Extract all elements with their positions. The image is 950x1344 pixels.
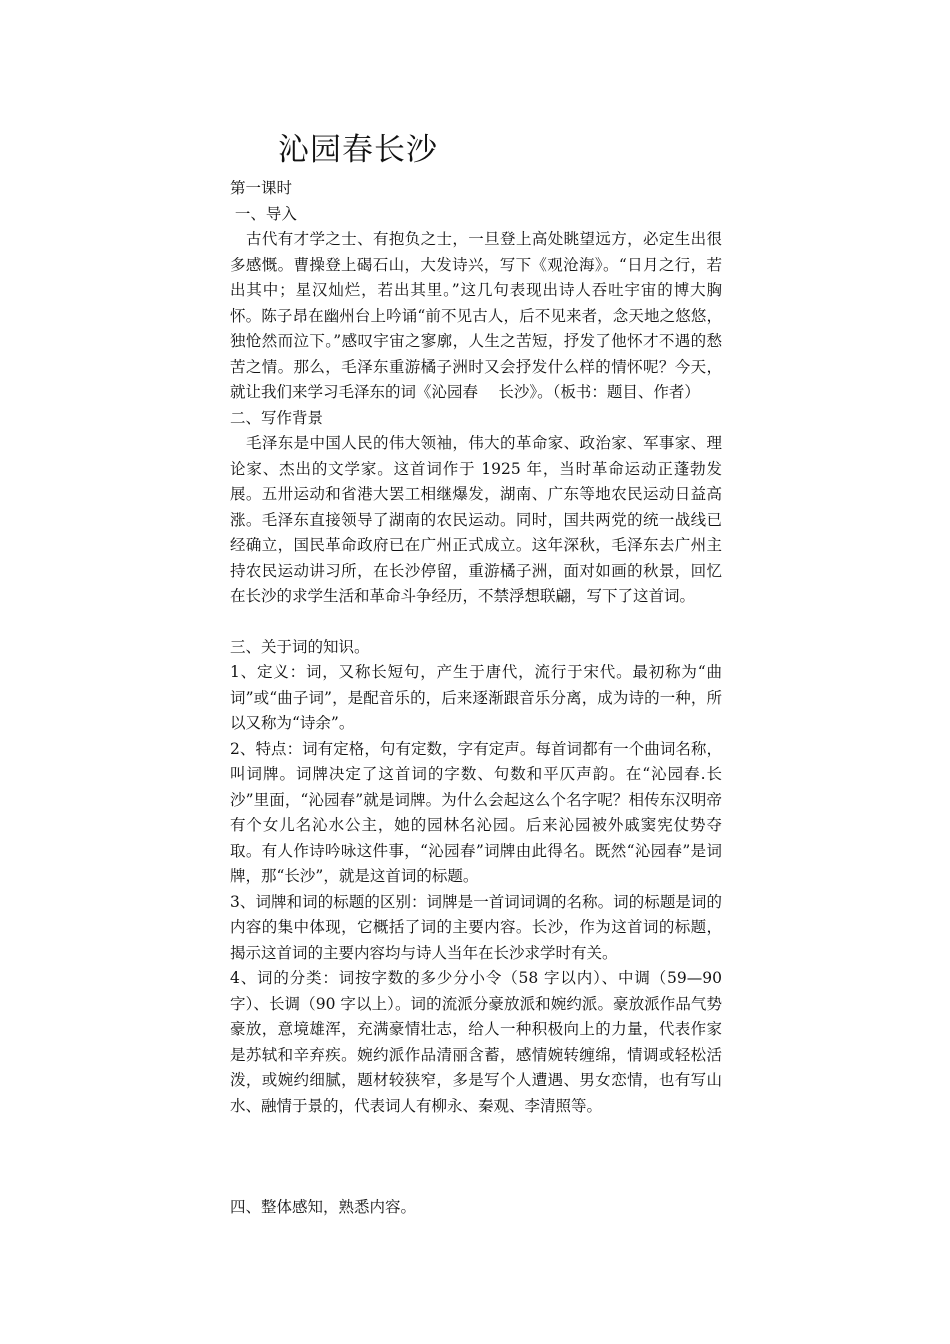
blank-line xyxy=(230,610,722,635)
blank-lines xyxy=(230,1119,722,1195)
ci-title-difference-paragraph: 3、词牌和词的标题的区别：词牌是一首词词调的名称。词的标题是词的内容的集中体现，它概括了词的主要内容。长沙，作为这首词的标题，揭示这首词的主要内容均与诗人当年在长沙求学时有关。 xyxy=(230,892,722,962)
intro-paragraph: 古代有才学之士、有抱负之士，一旦登上高处眺望远方，必定生出很多感慨。曹操登上碣石山，大发诗兴，写下《观沧海》。“日月之行，若出其中；星汉灿烂，若出其里。”这几句表现出诗人吞吐宇宙的博大胸怀。陈子昂在幽州台上吟诵“前不见古人，后不见来者，念天地之悠悠，独怆然而泣下。”感叹宇宙之寥廓，人生之苦短，抒发了他怀才不遇的愁苦之情。那么，毛泽东重游橘子洲时又会抒发什么样的情怀呢？今天，就让我们来学习毛泽东的词《沁园春 长沙》。（板书：题目、作者） xyxy=(230,230,722,401)
document-title: 沁园春长沙 xyxy=(278,132,438,168)
section-heading-overall-perception: 四、整体感知，熟悉内容。 xyxy=(230,1198,417,1216)
document-body xyxy=(230,124,722,1221)
ci-features-paragraph: 2、特点：词有定格，句有定数，字有定声。每首词都有一个曲词名称，叫词牌。词牌决定了这首词的字数、句数和平仄声韵。在“沁园春.长沙”里面，“沁园春”就是词牌。为什么会起这么个名字呢？相传东汉明帝有个女儿名沁水公主，她的园林名沁园。后来沁园被外戚窦宪仗势夺取。有人作诗吟咏这件事，“沁园春”词牌由此得名。既然“沁园春”是词牌，那“长沙”，就是这首词的标题。 xyxy=(230,739,722,885)
ci-definition-paragraph: 1、定义：词，又称长短句，产生于唐代，流行于宋代。最初称为“曲词”或“曲子词”，是配音乐的，后来逐渐跟音乐分离，成为诗的一种，所以又称为“诗余”。 xyxy=(230,663,722,732)
section-heading-ci-knowledge: 三、关于词的知识。 xyxy=(230,637,370,656)
lesson-label: 第一课时 xyxy=(230,179,293,197)
section-heading-background: 二、写作背景 xyxy=(230,408,324,427)
background-paragraph: 毛泽东是中国人民的伟大领袖，伟大的革命家、政治家、军事家、理论家、杰出的文学家。这首词作于 1925 年，当时革命运动正蓬勃发展。五卅运动和省港大罢工相继爆发，湖南、广东等地农民运动日益高涨。毛泽东直接领导了湖南的农民运动。同时，国共两党的统一战线已经确立，国民革命政府已在广州正式成立。这年深秋，毛泽东去广州主持农民运动讲习所，在长沙停留，重游橘子洲，面对如画的秋景，回忆在长沙的求学生活和革命斗争经历，不禁浮想联翩，写下了这首词。 xyxy=(230,434,722,605)
section-heading-intro: 一、导入 xyxy=(230,204,297,223)
ci-classification-paragraph: 4、词的分类：词按字数的多少分小令（58 字以内）、中调（59—90 字）、长调（90 字以上）。词的流派分豪放派和婉约派。豪放派作品气势豪放，意境雄浑，充满豪情壮志，给人一种积极向上的力量，代表作家是苏轼和辛弃疾。婉约派作品清丽含蓄，感情婉转缠绵，情调或轻松活泼，或婉约细腻，题材较狭窄，多是写个人遭遇、男女恋情，也有写山水、融情于景的，代表词人有柳永、秦观、李清照等。 xyxy=(230,969,722,1115)
